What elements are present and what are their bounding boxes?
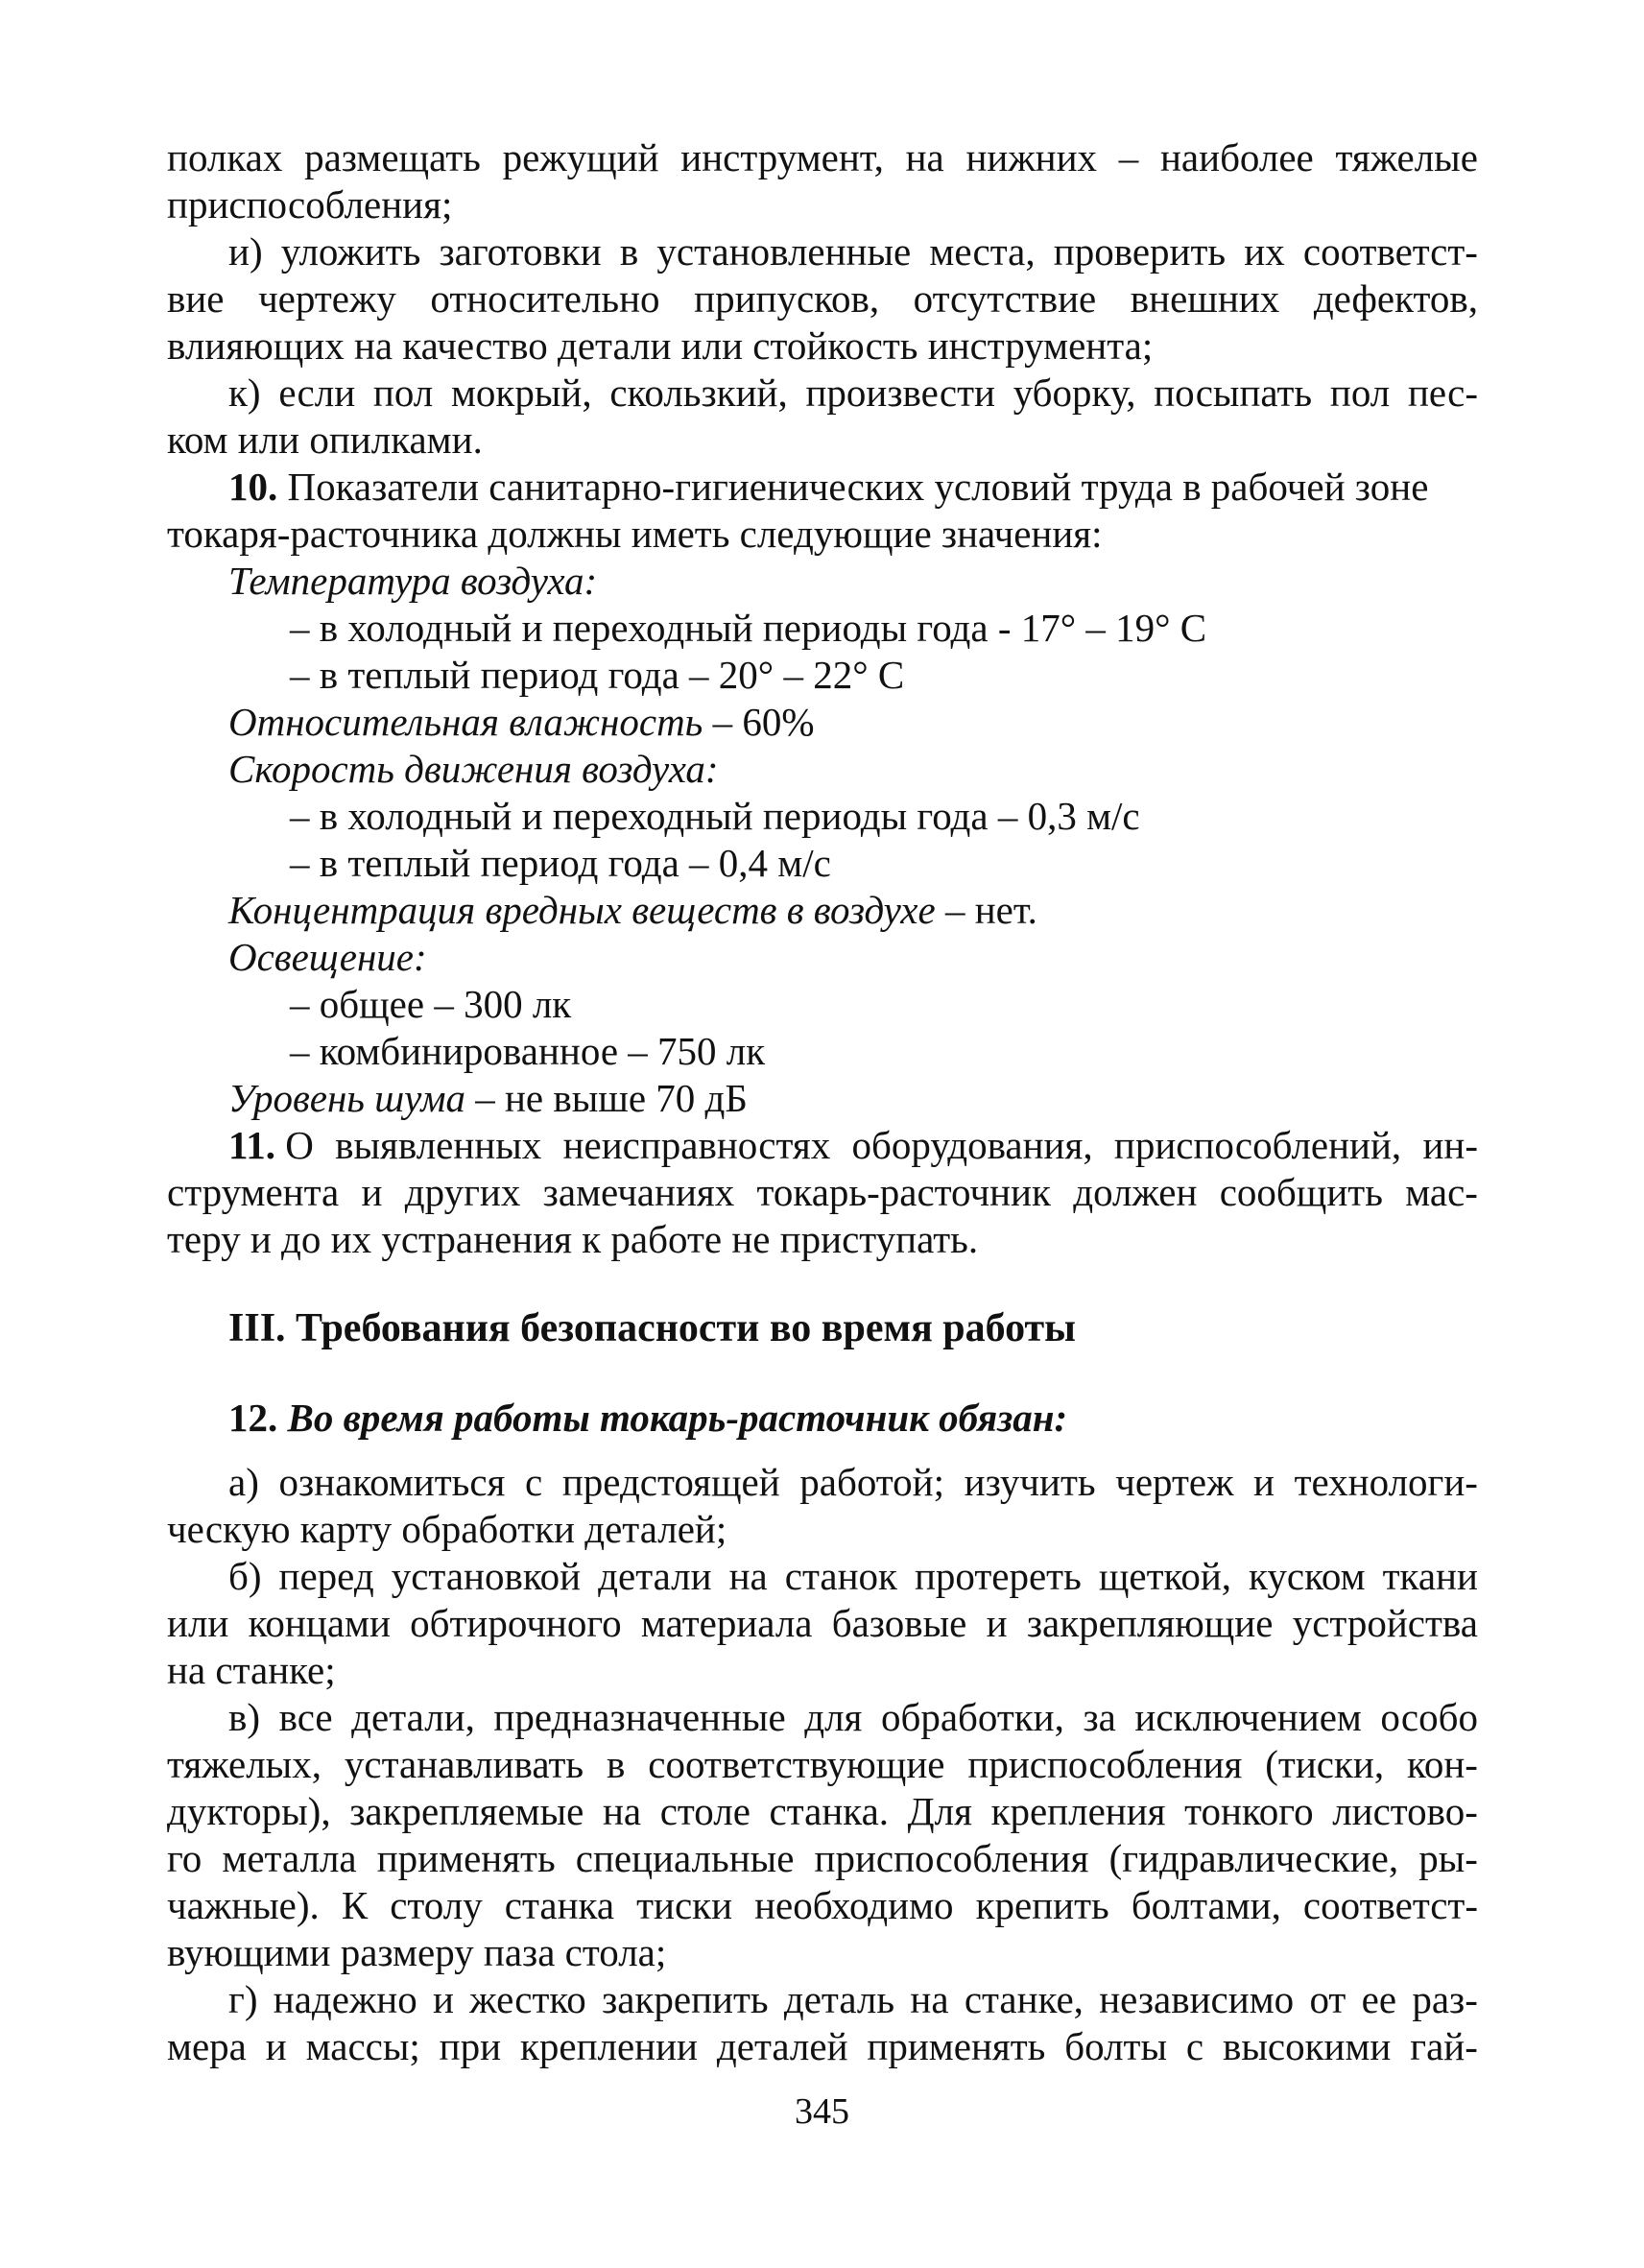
word: предстоящей [561,1460,780,1504]
word: и [265,2024,287,2068]
word: тиски [636,1883,733,1927]
word: сообщить [1219,1170,1383,1214]
word: пол [372,370,434,415]
word: массы; [305,2024,420,2068]
word: мас- [1405,1170,1478,1214]
word: уборку, [1013,370,1136,415]
word: г) [228,1977,258,2021]
word: специальные [575,1836,795,1880]
word: при [439,2024,502,2068]
text-line: на станке; [167,1648,336,1692]
word: болтами, [1131,1883,1281,1927]
word: отсутствие [913,276,1097,321]
word: детали, [351,1695,475,1739]
word: (тиски, [1265,1742,1385,1786]
text-line: влияющих на качество детали или стойкость инструмента; [167,323,1154,368]
word: б) [228,1554,262,1598]
word: го [167,1836,203,1880]
word: работой; [799,1460,945,1504]
word: чертеж [1115,1460,1234,1504]
word: кон- [1406,1742,1478,1786]
list-item-k [167,370,1478,417]
word: обтирочного [410,1601,622,1645]
word: а) [228,1460,259,1504]
document-page [167,134,1478,2070]
word: с [1185,2024,1204,2068]
word: болты [1064,2024,1168,2068]
list-item-g [167,1976,1478,2023]
word: наиболее [1159,135,1314,179]
paragraph-10-first-line: 10. Показатели санитарно-гигиенических условий труда в рабочей зоне [228,465,1429,509]
text-line [167,275,1478,322]
word: припусков, [694,276,880,321]
text-line [167,1741,1478,1788]
word: других [404,1170,521,1214]
word: 11. О [228,1123,314,1167]
word: технологи- [1294,1460,1478,1504]
word: металла [222,1836,357,1880]
word: места, [929,229,1036,274]
word: струмента [167,1170,340,1214]
word: надежно [273,1977,417,2021]
humidity-line: Относительная влажность – 60% [228,700,815,744]
text-line [167,1788,1478,1835]
word: для [804,1695,863,1739]
page-number: 345 [795,2091,849,2132]
word: должен [1073,1170,1198,1214]
word: тяжелые [1335,135,1478,179]
text-line: токаря-расточника должны иметь следующие значения: [167,512,1103,556]
word: применять [867,2024,1046,2068]
temperature-warm: – в теплый период года – 20° – 22° С [290,653,905,697]
word: деталь [783,1977,895,2021]
word: применять [376,1836,556,1880]
word: произвести [805,370,995,415]
word: посыпать [1154,370,1313,415]
word: мокрый, [450,370,592,415]
word: от [1309,1977,1346,2021]
word: замечаниях [542,1170,735,1214]
word: закрепляющие [1026,1601,1274,1645]
word: раз- [1412,1977,1478,2021]
word: режущий [502,135,659,179]
text-line [167,1835,1478,1882]
word: соответст- [1302,229,1478,274]
word: на [728,1554,768,1598]
list-item-v [167,1694,1478,1741]
word: столу [390,1883,483,1927]
word: ин- [1422,1123,1478,1167]
word: в [607,1742,626,1786]
word: если [278,370,356,415]
word: концами [248,1601,391,1645]
word: Для [907,1789,972,1833]
word: и [986,1601,1008,1645]
word: нижних [965,135,1098,179]
text-line: вующими размеру паза стола; [167,1930,667,1974]
word: соответствующие [648,1742,945,1786]
word: ее [1361,1977,1397,2021]
temperature-cold: – в холодный и переходный периоды года - 17° – 19° С [290,606,1207,650]
word: чажные). [167,1883,320,1927]
word: и [361,1170,383,1214]
word: мера [167,2024,247,2068]
word: заготовки [439,229,602,274]
word: соответст- [1302,1883,1478,1927]
word: за [1083,1695,1116,1739]
word: токарь-расточник [756,1170,1051,1214]
word: протереть [914,1554,1082,1598]
word: К [341,1883,369,1927]
word: листово- [1332,1789,1478,1833]
word: независимо [1099,1977,1295,2021]
concentration-line: Концентрация вредных веществ в воздухе – нет. [228,888,1037,932]
word: относительно [430,276,660,321]
word: и [1253,1460,1275,1504]
word: с [525,1460,543,1504]
paragraph-11-first-line [167,1122,1478,1169]
text-line [167,1600,1478,1647]
word: уложить [280,229,421,274]
word: предназначенные [493,1695,786,1739]
word: оборудования, [851,1123,1093,1167]
word: в) [228,1695,261,1739]
paragraph-number: 12. [228,1396,278,1440]
word: приспособления [967,1742,1243,1786]
word: – [1118,135,1139,179]
word: устанавливать [344,1742,584,1786]
list-item-b [167,1553,1478,1600]
word: и) [228,229,263,274]
word: устройства [1292,1601,1478,1645]
word: тяжелых, [167,1742,322,1786]
word: станка [504,1883,615,1927]
word: станка. [769,1789,890,1833]
word: инструмент, [680,135,884,179]
text-line [167,134,1478,181]
word: крепить [975,1883,1109,1927]
word: закрепить [602,1977,769,2021]
word: станке, [964,1977,1084,2021]
word: приспособления [814,1836,1089,1880]
word: все [278,1695,333,1739]
word: внешних [1130,276,1280,321]
word: куском [1249,1554,1366,1598]
word: станок [784,1554,897,1598]
word: особо [1380,1695,1478,1739]
text-line [167,1169,1478,1216]
text-line [167,2023,1478,2070]
paragraph-number: 10. [228,465,278,509]
word: (гидравлические, [1108,1836,1399,1880]
word: пес- [1407,370,1478,415]
word: ры- [1418,1836,1478,1880]
word: на [602,1789,642,1833]
word: перед [278,1554,374,1598]
word: чертежу [258,276,396,321]
word: исключением [1134,1695,1362,1739]
word: необходимо [754,1883,954,1927]
noise-line: Уровень шума – не выше 70 дБ [228,1076,748,1120]
word: ткани [1382,1554,1478,1598]
lighting-label: Освещение: [228,935,427,979]
word: скользкий, [609,370,788,415]
word: высокими [1223,2024,1392,2068]
word: щеткой, [1098,1554,1232,1598]
temperature-label: Температура воздуха: [228,559,598,603]
word: пол [1329,370,1391,415]
word: проверить [1053,229,1227,274]
list-item-i [167,228,1478,275]
word: тонкого [1184,1789,1314,1833]
section-heading: III. Требования безопасности во время работы [228,1306,1076,1350]
list-item-a [167,1459,1478,1506]
word: приспособлений, [1113,1123,1402,1167]
word: выявленных [335,1123,542,1167]
word: обработки, [880,1695,1064,1739]
word: полках [167,135,283,179]
word: закрепляемые [349,1789,584,1833]
word: неисправностях [562,1123,831,1167]
word: столе [659,1789,751,1833]
text-line: ческую карту обработки деталей; [167,1507,727,1551]
word: детали [598,1554,712,1598]
text-line: ком или опилками. [167,418,483,462]
word: базовые [831,1601,967,1645]
word: установкой [391,1554,582,1598]
word: дефектов, [1313,276,1478,321]
lighting-combined: – комбинированное – 750 лк [290,1029,766,1073]
word: установленные [656,229,912,274]
word: гай- [1410,2024,1478,2068]
text-line [167,1882,1478,1929]
text-line: приспособления; [167,182,453,227]
word: материала [640,1601,813,1645]
air-speed-warm: – в теплый период года – 0,4 м/с [290,841,831,885]
text-line: теру и до их устранения к работе не приступать. [167,1217,979,1261]
word: ознакомиться [278,1460,506,1504]
word: к) [228,370,261,415]
word: их [1244,229,1285,274]
word: креплении [519,2024,698,2068]
air-speed-cold: – в холодный и переходный периоды года – 0,3 м/с [290,794,1140,838]
word: и [433,1977,454,2021]
word: в [619,229,639,274]
word: вие [167,276,225,321]
word: размещать [304,135,481,179]
lighting-general: – общее – 300 лк [290,982,572,1026]
word: на [910,1977,949,2021]
word: жестко [469,1977,586,2021]
word: или [167,1601,229,1645]
word: крепления [990,1789,1166,1833]
word: деталей [716,2024,848,2068]
word: на [905,135,944,179]
word: изучить [964,1460,1096,1504]
air-speed-label: Скорость движения воздуха: [228,747,719,791]
paragraph-12-first-line: 12. Во время работы токарь-расточник обязан: [228,1396,1068,1440]
word: дукторы), [167,1789,331,1833]
